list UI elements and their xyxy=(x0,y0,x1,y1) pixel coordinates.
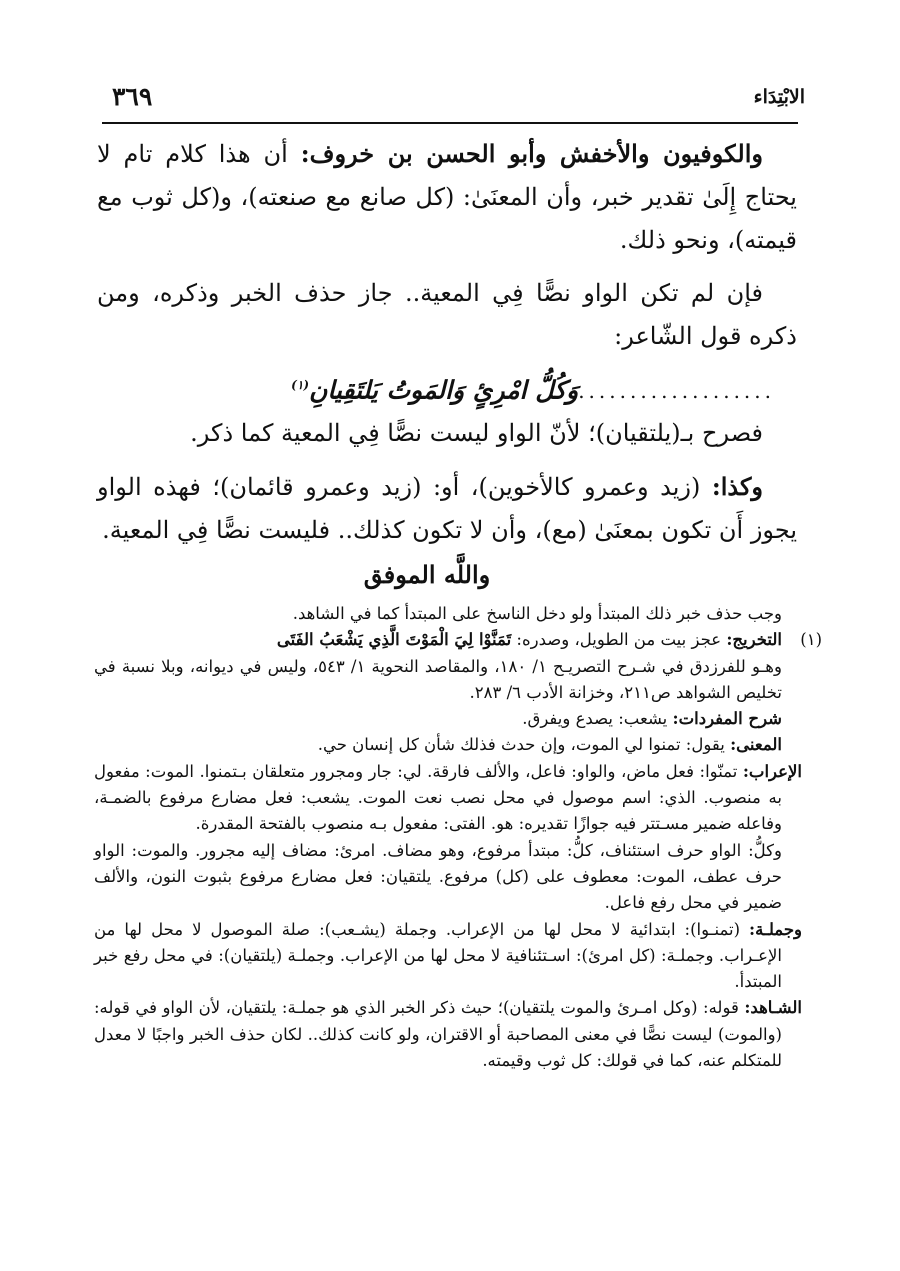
footnote-irab xyxy=(94,759,802,838)
paragraph-sarrah: فصرح بـ(يلتقيان)؛ لأنّ الواو ليست نصًّا فِي المعية كما ذكر. xyxy=(190,419,763,447)
header-rule xyxy=(102,122,798,124)
scholars-lead: والكوفيون والأخفش وأبو الحسن بن خروف: xyxy=(300,139,763,168)
main-text xyxy=(97,132,797,598)
footnote-jumal xyxy=(94,917,802,996)
paragraph-text: (زيد وعمرو كالأخوين)، أو: (زيد وعمرو قائمان)؛ فهذه الواو يجوز أَن تكون بمعنَىٰ (مع)، وأن لا تكون كذلك.. فليست نصًّا فِي المعية. xyxy=(97,473,797,544)
verse-line xyxy=(97,358,797,412)
vocab-label: شرح المفردات: xyxy=(672,709,782,729)
footnote-vocab xyxy=(94,706,802,732)
running-head-title: الابْتِدَاء xyxy=(753,86,805,108)
footnote-sources: وهـو للفرزدق في شـرح التصريـح ١/ ١٨٠، والمقاصد النحوية ١/ ٥٤٣، وليس في ديوانه، وبلا نسبة في تخليص الشواهد ص٢١١، وخزانة الأدب ٦/ ٢٨٣. xyxy=(94,656,782,702)
page-number: ٣٦٩ xyxy=(112,82,153,111)
vocab-text: يشعب: يصدع ويفرق. xyxy=(522,709,673,729)
footnote-carryover: وجب حذف خبر ذلك المبتدأ ولو دخل الناسخ على المبتدأ كما في الشاهد. xyxy=(292,604,782,623)
footnote-1 xyxy=(94,627,822,653)
meaning-text: يقول: تمنوا لي الموت، وإن حدث فذلك شأن كل إنسان حي. xyxy=(317,735,731,755)
footnote-meaning xyxy=(94,732,802,758)
meaning-label: المعنى: xyxy=(730,735,782,755)
jumal-text: (تمنـوا): ابتدائية لا محل لها من الإعراب. وجملة (يشـعب): صلة الموصول لا محل لها من الإعـراب. وجملـة: (كل امرئ): اسـتئنافية لا محل لها من الإعراب. وجملـة (يلتقيان): في محل رفع خبر المبتدأ. xyxy=(94,919,782,992)
paragraph-kufiyun xyxy=(97,132,797,262)
paragraph-text: أن هذا كلام تام لا يحتاج إِلَىٰ تقدير خبر، وأن المعنَىٰ: (كل صانع مع صنعته)، و(كل ثوب مع قيمته)، ونحو ذلك. xyxy=(97,140,797,254)
shahid-text: قوله: (وكل امـرئ والموت يلتقيان)؛ حيث ذكر الخبر الذي هو جملـة: يلتقيان، لأن الواو في قوله: (والموت) ليست نصًّا في معنى المصاحبة أو الاقتران، ولو كانت كذلك.. لكان حذف الخبر واجبًا لا معدل للمتكلم عنه، كما في قولك: كل ثوب وقيمته. xyxy=(94,998,782,1071)
takhrij-label: التخريج: xyxy=(726,630,782,650)
paragraph-wa-mutlaq: فإن لم تكن الواو نصًّا فِي المعية.. جاز حذف الخبر وذكره، ومن ذكره قول الشّاعر: xyxy=(97,279,797,350)
footnote-shahid xyxy=(94,995,802,1074)
takhrij-text: عجز بيت من الطويل، وصدره: xyxy=(511,630,727,650)
closing-phrase: واللَّه الموفق xyxy=(363,560,491,589)
shahid-label: الشـاهد: xyxy=(744,998,802,1018)
irab-text: تمنّوا: فعل ماض، والواو: فاعل، والألف فارقة. لي: جار ومجرور متعلقان بـتمنوا. الموت: مفعول به منصوب. الذي: اسم موصول في محل نصب نعت الموت. يشعب: فعل مضارع مرفوع بالضمـة، وفاعله ضمير مسـتتر فيه جوازًا تقديره: هو. الفتى: مفعول بـه منصوب بالفتحة المقدرة. xyxy=(94,761,782,834)
footnote-verse: تَمَنَّوْا لِيَ الْمَوْتَ الَّذِي يَشْعَبُ الفَتَى xyxy=(276,630,512,650)
footnotes xyxy=(94,601,822,1074)
paragraph-kadha xyxy=(97,465,797,552)
jumal-label: وجملـة: xyxy=(749,919,802,939)
verse-text: وَكُلُّ امْرِئٍ وَالمَوتُ يَلتَقِيانِ xyxy=(309,375,579,405)
verse-dots: ................... xyxy=(578,379,775,404)
footnote-number: (١) xyxy=(800,630,822,650)
verse-hemistich xyxy=(291,358,578,417)
irab-label: الإعراب: xyxy=(742,761,802,781)
footnote-ref-1: (١) xyxy=(291,378,309,392)
footnote-irab-cont: وكلُّ: الواو حرف استئناف، كلُّ: مبتدأ مرفوع، وهو مضاف. امرئ: مضاف إليه مجرور. والموت: الواو حرف عطف، الموت: معطوف على (كل) مرفوع. يلتقيان: فعل مضارع مرفوع بثبوت النون، والألف ضمير في محل رفع فاعل. xyxy=(94,840,782,913)
kadha-lead: وكذا: xyxy=(711,472,763,501)
